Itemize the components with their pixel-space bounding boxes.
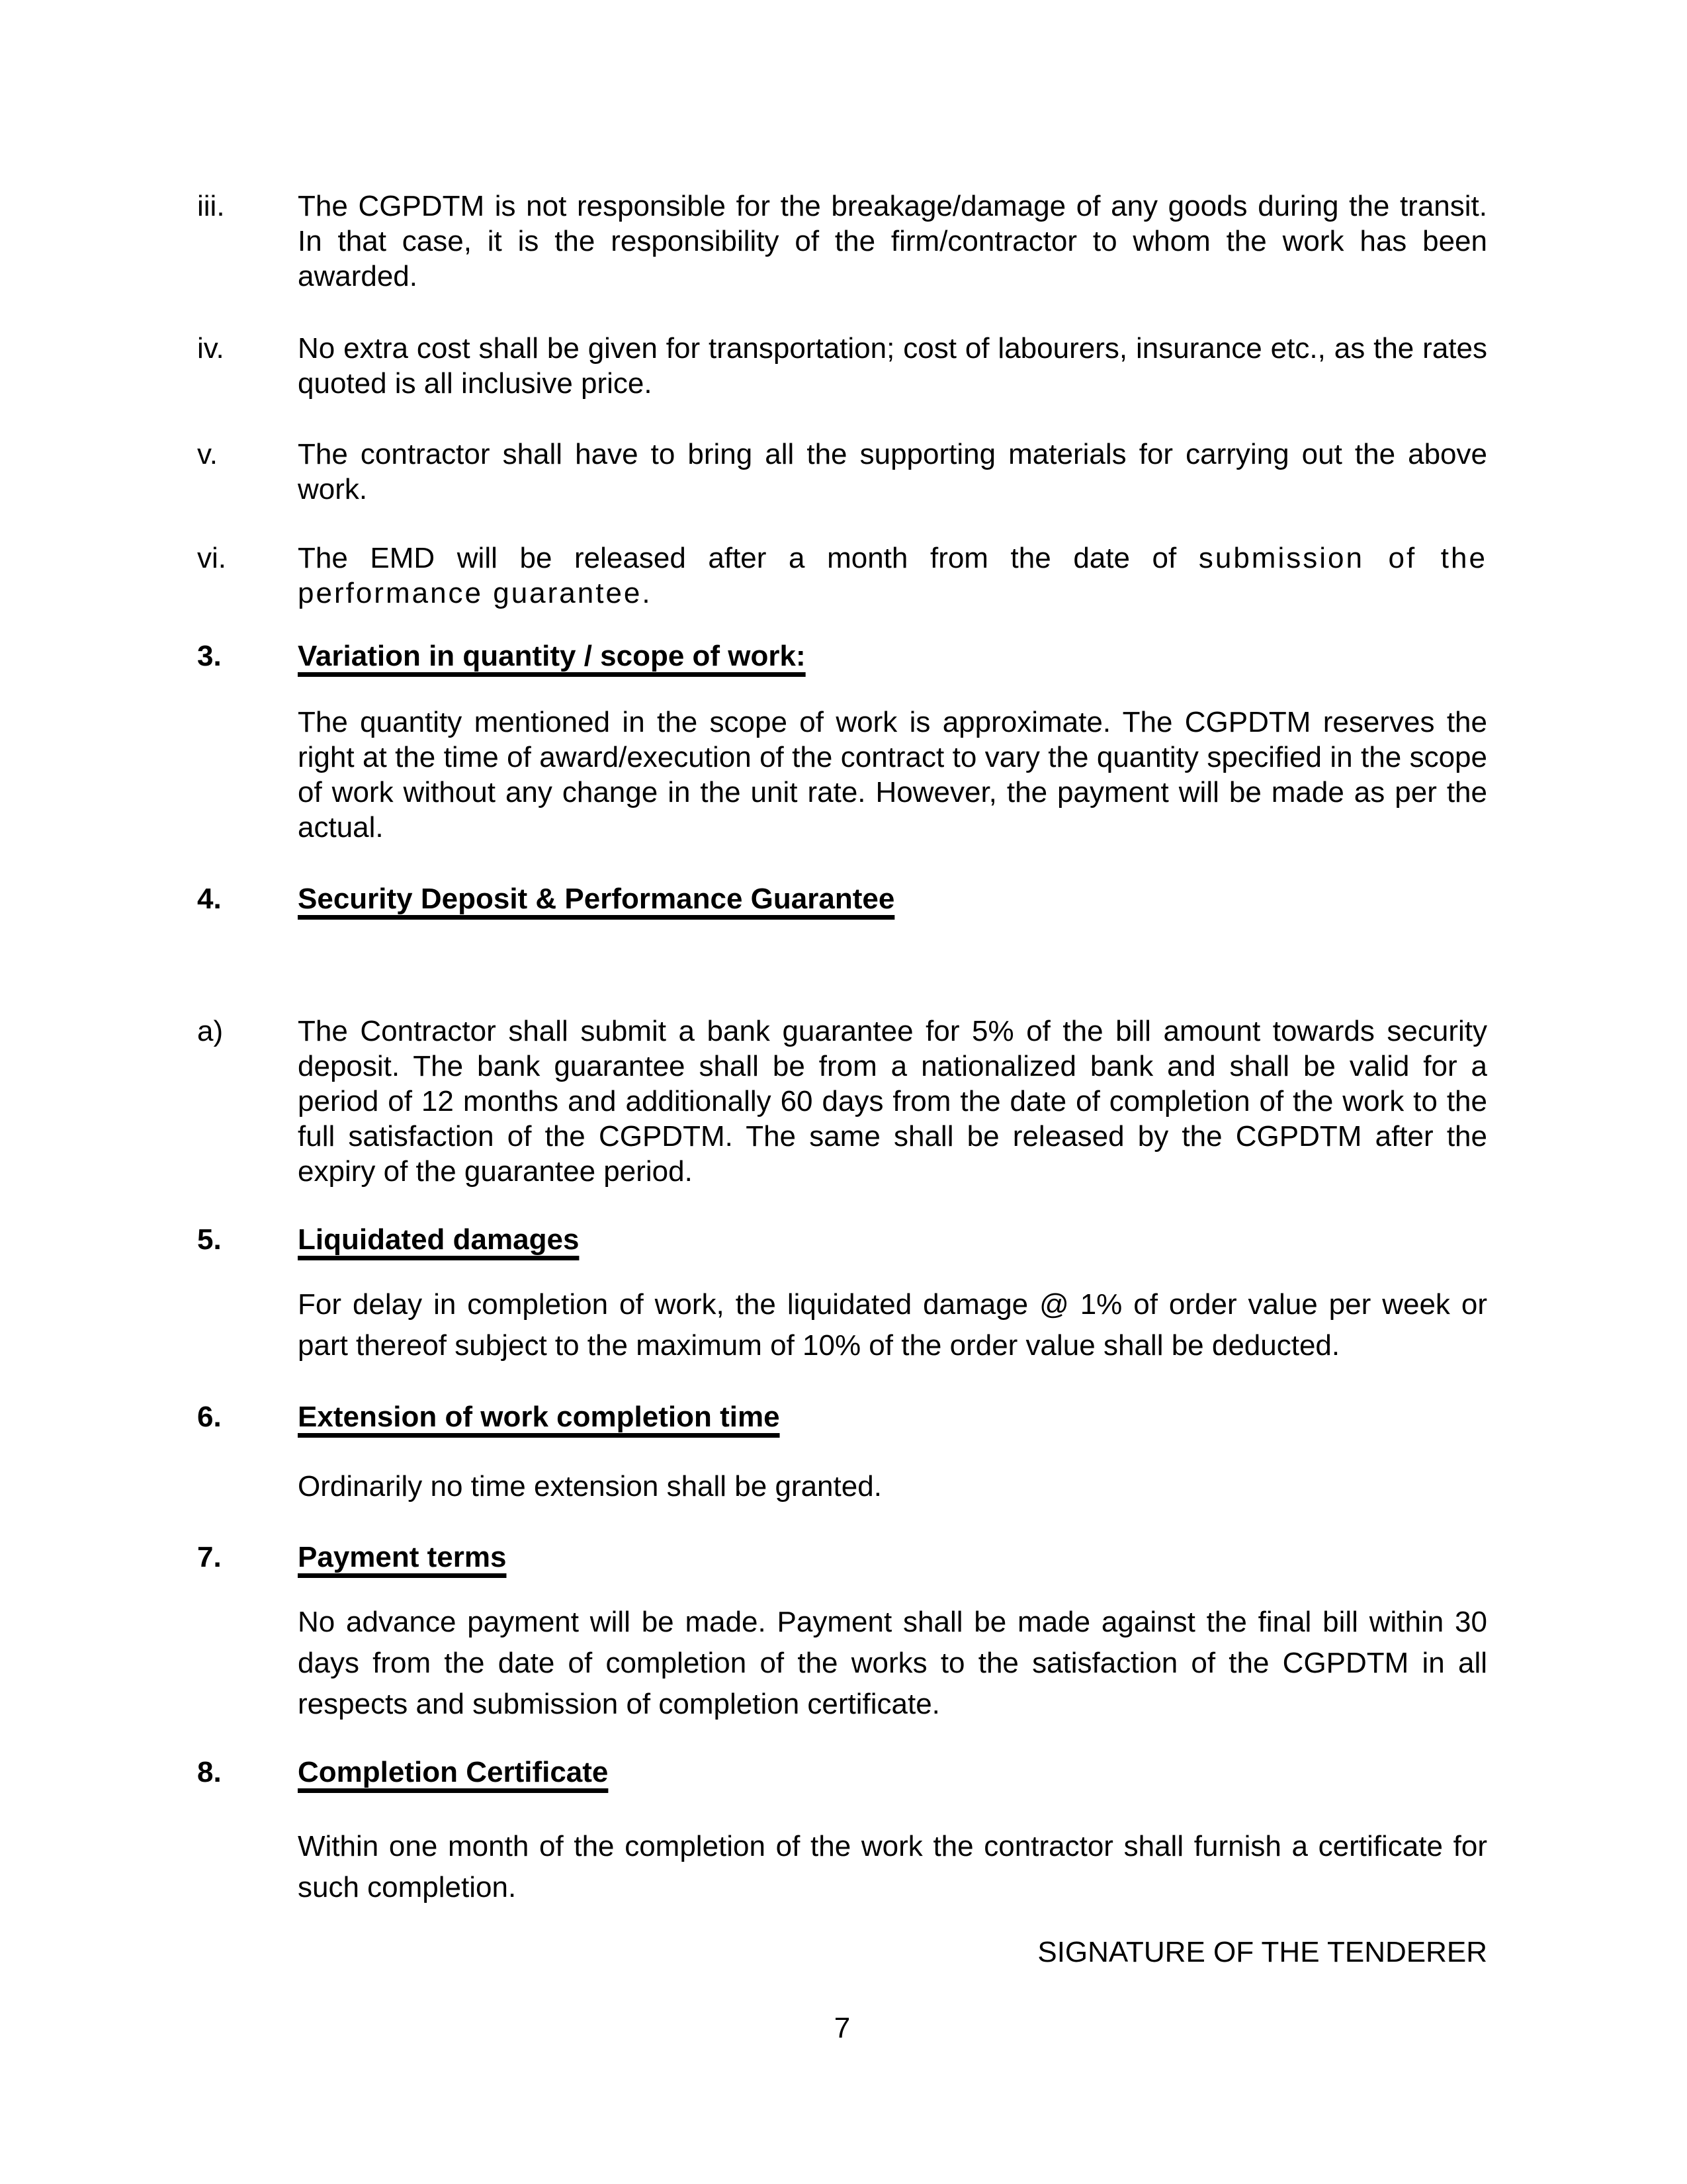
section-heading-row [197, 1399, 1487, 1434]
section-heading-row [197, 881, 1487, 916]
section-paragraph-row [197, 1284, 1487, 1366]
section-heading: Liquidated damages [298, 1223, 580, 1256]
list-item [197, 189, 1487, 294]
list-item-text-segment-expanded: performance guarantee. [298, 577, 652, 609]
section-paragraph: No advance payment will be made. Payment shall be made against the final bill within 30 days from the date of completion of the works to the satisfaction of the CGPDTM in all respects and submission of completion certificate. [298, 1606, 1487, 1720]
list-item-text [298, 541, 1487, 611]
list-item-text-segment-expanded: submission of the [1198, 542, 1487, 574]
list-marker: v. [197, 438, 218, 470]
section-heading-cell [298, 1755, 1487, 1790]
list-item [197, 331, 1487, 401]
section-heading-row [197, 1540, 1487, 1575]
section-number: 4. [197, 883, 222, 915]
section-heading-row [197, 1755, 1487, 1790]
section-heading-row [197, 638, 1487, 674]
section-paragraph-row [197, 705, 1487, 845]
section-heading-row [197, 1222, 1487, 1257]
section-heading: Payment terms [298, 1541, 507, 1573]
section-heading: Completion Certificate [298, 1756, 609, 1788]
section-heading: Security Deposit & Performance Guarantee [298, 883, 895, 915]
section-number: 5. [197, 1223, 222, 1256]
section-number: 8. [197, 1756, 222, 1788]
sub-item-marker: a) [197, 1015, 224, 1047]
section-paragraph-row [197, 1602, 1487, 1725]
list-marker: iv. [197, 332, 224, 365]
section-heading-cell [298, 1540, 1487, 1575]
section-paragraph: For delay in completion of work, the liquidated damage @ 1% of order value per week or part thereof subject to the maximum of 10% of the order value shall be deducted. [298, 1288, 1487, 1362]
section-number: 6. [197, 1401, 222, 1433]
list-item-text-segment: The EMD will be released after a month from the date of [298, 542, 1177, 574]
section-paragraph: Within one month of the completion of the work the contractor shall furnish a certificate for such completion. [298, 1830, 1487, 1903]
section-paragraph-row [197, 1469, 1487, 1504]
list-item [197, 541, 1487, 611]
list-marker: iii. [197, 190, 225, 222]
list-item-text-line [298, 576, 1487, 611]
section-paragraph: The quantity mentioned in the scope of work is approximate. The CGPDTM reserves the right at the time of award/execution of the contract to vary the quantity specified in the scope of work without any change in the unit rate. However, the payment will be made as per the actual. [298, 706, 1487, 844]
section-paragraph-row [197, 1014, 1487, 1189]
section-heading-cell [298, 1399, 1487, 1434]
list-item [197, 437, 1487, 507]
list-item-text-line [298, 541, 1487, 576]
section-paragraph: Ordinarily no time extension shall be granted. [298, 1470, 882, 1503]
section-heading-cell [298, 638, 1487, 674]
section-paragraph: The Contractor shall submit a bank guarantee for 5% of the bill amount towards security deposit. The bank guarantee shall be from a nationalized bank and shall be valid for a period of 12 months and additionally 60 days from the date of completion of the work to the full satisfaction of the CGPDTM. The same shall be released by the CGPDTM after the expiry of the guarantee period. [298, 1015, 1487, 1188]
page-number: 7 [834, 2012, 851, 2044]
section-paragraph-row [197, 1826, 1487, 1908]
section-heading: Variation in quantity / scope of work: [298, 640, 806, 672]
signature-line: SIGNATURE OF THE TENDERER [1037, 1936, 1487, 1968]
section-heading: Extension of work completion time [298, 1401, 780, 1433]
list-item-text: The contractor shall have to bring all the supporting materials for carrying out the above work. [298, 438, 1487, 505]
section-number: 3. [197, 640, 222, 672]
list-marker: vi. [197, 542, 226, 574]
list-item-text: No extra cost shall be given for transportation; cost of labourers, insurance etc., as the rates quoted is all inclusive price. [298, 332, 1487, 400]
section-heading-cell [298, 881, 1487, 916]
section-heading-cell [298, 1222, 1487, 1257]
list-item-text: The CGPDTM is not responsible for the breakage/damage of any goods during the transit. In that case, it is the responsibility of the firm/contractor to whom the work has been awarded. [298, 190, 1487, 292]
section-number: 7. [197, 1541, 222, 1573]
